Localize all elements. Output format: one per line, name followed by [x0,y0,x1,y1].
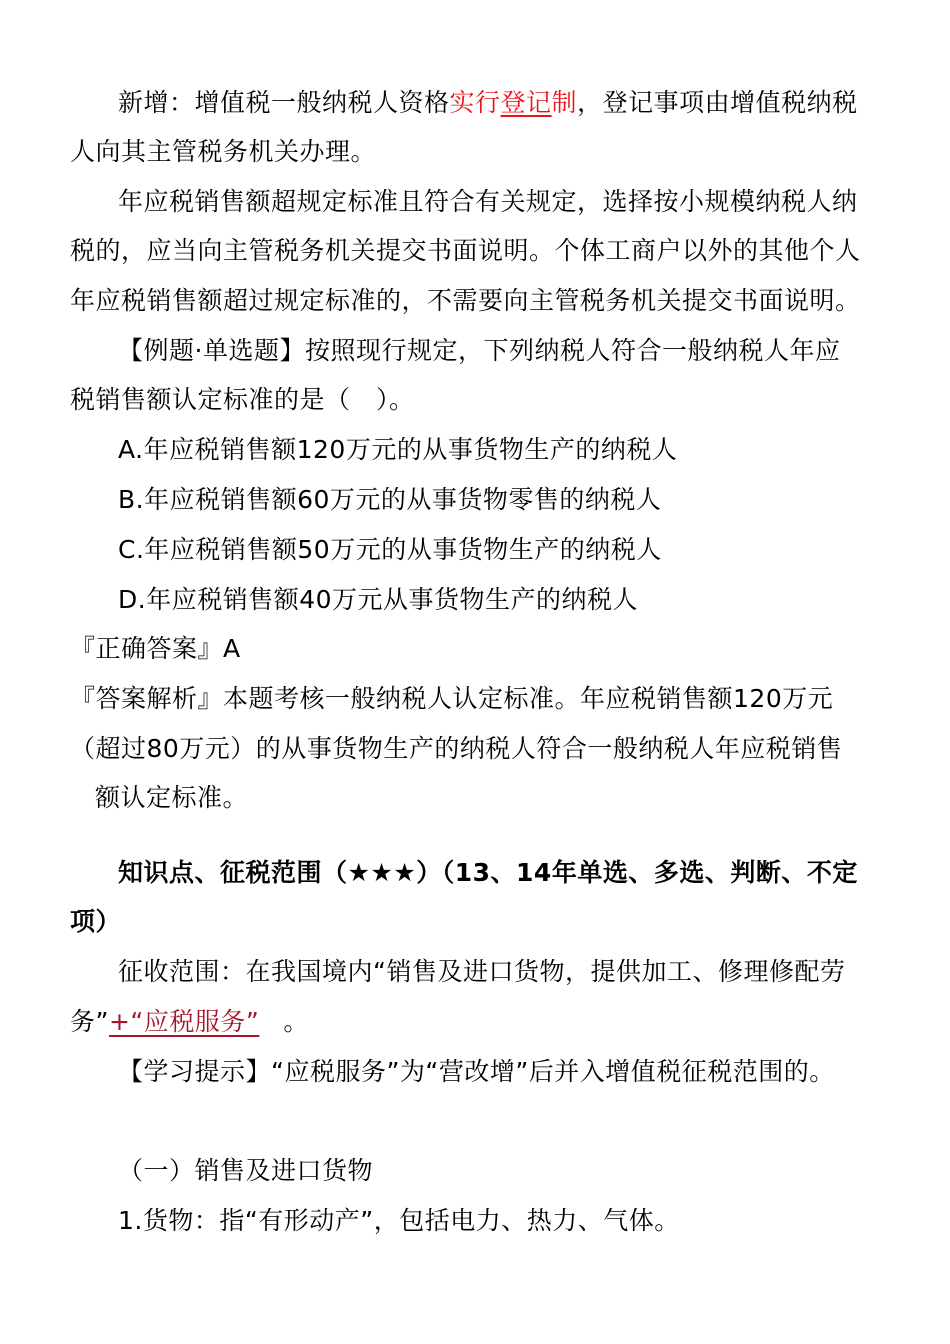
answer-analysis-line3: 额认定标准。 [95,783,249,812]
highlight-underlined-text: 登记 [500,88,552,117]
para-new-registration-line2: 人向其主管税务机关办理。 [70,137,377,166]
correct-answer: 『正确答案』A [70,634,241,663]
scope-line2 [70,1005,309,1039]
answer-analysis-line2: （超过80万元）的从事货物生产的纳税人符合一般纳税人年应税销售 [70,734,843,763]
para-new-registration-line1 [118,86,858,120]
para-new-registration-text: ，登记事项由增值税纳税 [577,88,858,117]
para-small-scale-line1: 年应税销售额超规定标准且符合有关规定，选择按小规模纳税人纳 [118,187,858,216]
question-stem-line2: 税销售额认定标准的是（ ）。 [70,385,415,414]
highlight-text: 制 [551,88,578,117]
option-c: C.年应税销售额50万元的从事货物生产的纳税人 [118,535,662,564]
option-d: D.年应税销售额40万元从事货物生产的纳税人 [118,585,639,614]
scope-line1: 征收范围：在我国境内“销售及进口货物，提供加工、修理修配劳 [118,957,846,986]
taxable-services-link[interactable]: +“应税服务” [108,1007,260,1036]
study-tip: 【学习提示】“应税服务”为“营改增”后并入增值税征税范围的。 [118,1057,835,1086]
option-a: A.年应税销售额120万元的从事货物生产的纳税人 [118,435,678,464]
item-goods-definition: 1.货物：指“有形动产”，包括电力、热力、气体。 [118,1206,680,1235]
section-heading-line2: 项） [70,907,122,936]
scope-period: 。 [283,1007,309,1036]
scope-text: 务” [70,1007,109,1036]
para-small-scale-line2: 税的，应当向主管税务机关提交书面说明。个体工商户以外的其他个人 [70,236,861,265]
sub-heading-sales-import: （一）销售及进口货物 [118,1156,374,1185]
question-stem-line1: 【例题·单选题】按照现行规定，下列纳税人符合一般纳税人年应 [118,336,841,365]
option-b: B.年应税销售额60万元的从事货物零售的纳税人 [118,485,662,514]
section-heading-line1: 知识点、征税范围（★★★）（13、14年单选、多选、判断、不定 [118,858,858,887]
highlight-text: 实行 [449,88,501,117]
para-small-scale-line3: 年应税销售额超过规定标准的，不需要向主管税务机关提交书面说明。 [70,286,861,315]
answer-analysis-line1: 『答案解析』本题考核一般纳税人认定标准。年应税销售额120万元 [70,684,834,713]
para-new-registration-text: 新增：增值税一般纳税人资格 [118,88,450,117]
